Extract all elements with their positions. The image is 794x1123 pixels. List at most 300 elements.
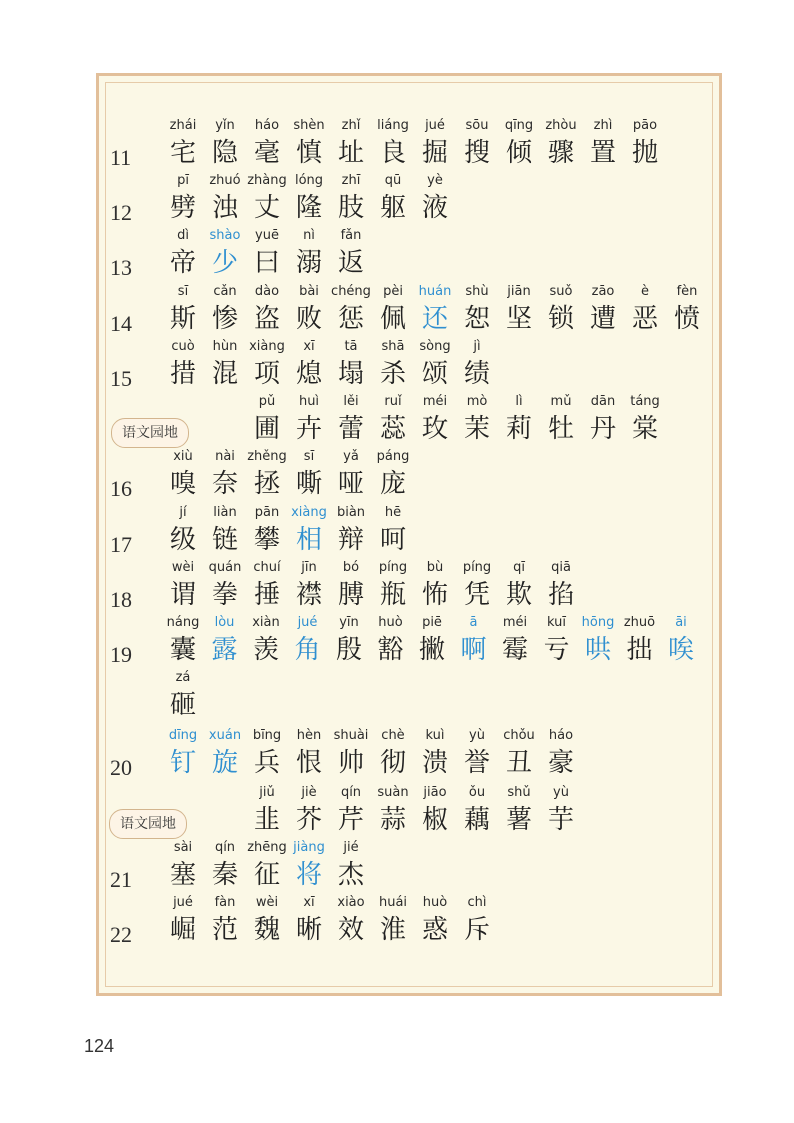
pinyin: āi (675, 615, 687, 630)
character-cell (330, 503, 372, 557)
pinyin: pāo (632, 118, 658, 133)
hanzi: 恕 (463, 304, 490, 334)
hanzi: 薯 (505, 805, 532, 835)
character-cell (414, 726, 456, 780)
pinyin: lóng (294, 173, 324, 188)
pinyin: hèn (296, 728, 322, 743)
character-cell (666, 282, 708, 336)
vocab-row-16 (99, 447, 725, 503)
character-cell (536, 613, 578, 667)
pinyin: liàn (213, 505, 237, 520)
pinyin: è (641, 284, 649, 299)
character-cell (494, 613, 536, 667)
hanzi: 肢 (337, 193, 364, 223)
hanzi: 混 (211, 359, 238, 389)
pinyin: dào (254, 284, 280, 299)
pinyin: huò (422, 895, 448, 910)
pinyin: jiǔ (259, 785, 275, 800)
character-cell (540, 558, 582, 612)
character-cell (498, 558, 540, 612)
pinyin: shèn (293, 118, 325, 133)
pinyin: dān (590, 394, 616, 409)
hanzi: 盗 (253, 304, 280, 334)
character-cell (288, 392, 330, 446)
character-cell (162, 337, 204, 391)
hanzi: 遭 (589, 304, 616, 334)
character-cell (330, 558, 372, 612)
character-cell (162, 558, 204, 612)
lesson-number: 22 (110, 922, 132, 947)
pinyin: xiàng (291, 505, 327, 520)
character-cell (288, 726, 330, 780)
character-cell (162, 226, 204, 280)
pinyin: kuī (547, 615, 566, 630)
pinyin: yù (469, 728, 485, 743)
hanzi: 茉 (463, 414, 490, 444)
pinyin: yè (427, 173, 443, 188)
character-cell (162, 838, 204, 892)
hanzi: 丈 (253, 193, 280, 223)
character-cell (372, 503, 414, 557)
hanzi: 庞 (379, 469, 406, 499)
character-cell (330, 838, 372, 892)
character-cell (288, 558, 330, 612)
hanzi: 捶 (253, 580, 280, 610)
hanzi: 豪 (547, 748, 574, 778)
pinyin: nì (303, 228, 315, 243)
vocab-row-20 (99, 726, 725, 782)
lesson-number: 14 (110, 311, 132, 336)
pinyin: quán (208, 560, 242, 575)
pinyin: dì (177, 228, 189, 243)
character-cell (624, 116, 666, 170)
hanzi: 旋 (211, 748, 238, 778)
pinyin: táng (630, 394, 660, 409)
character-cell (498, 392, 540, 446)
vocab-row-21 (99, 838, 725, 894)
hanzi: 彻 (379, 748, 406, 778)
pinyin: lěi (343, 394, 359, 409)
hanzi: 蕊 (379, 414, 406, 444)
character-cell (246, 503, 288, 557)
hanzi: 措 (169, 359, 196, 389)
pinyin: jué (173, 895, 193, 910)
vocab-row-17 (99, 503, 725, 559)
character-cell (162, 668, 204, 722)
character-cell (540, 726, 582, 780)
pinyin: méi (502, 615, 528, 630)
vocab-row-13 (99, 226, 725, 282)
vocab-row-14 (99, 282, 725, 338)
pinyin: kuì (425, 728, 445, 743)
lesson-number: 21 (110, 867, 132, 892)
character-cell (328, 613, 370, 667)
character-cell (246, 558, 288, 612)
pinyin: qiā (551, 560, 571, 575)
pinyin: háo (548, 728, 574, 743)
pinyin: jīn (301, 560, 317, 575)
pinyin: wèi (171, 560, 195, 575)
pinyin: ǒu (468, 785, 486, 800)
character-cell (204, 447, 246, 501)
character-cell (204, 838, 246, 892)
pinyin: piē (422, 615, 442, 630)
character-cell (372, 171, 414, 225)
pinyin: suǒ (549, 284, 573, 299)
character-cell (619, 613, 661, 667)
character-cell (246, 447, 288, 501)
hanzi: 韭 (253, 805, 280, 835)
pinyin: zhuō (623, 615, 656, 630)
hanzi: 凭 (463, 580, 490, 610)
character-cell (330, 282, 372, 336)
hanzi: 恨 (295, 748, 322, 778)
pinyin: shù (465, 284, 489, 299)
vocab-row-11 (99, 116, 725, 172)
character-cell (456, 726, 498, 780)
character-cell (540, 783, 582, 837)
character-cell (540, 392, 582, 446)
vocabulary-panel (96, 73, 722, 996)
pinyin: huán (418, 284, 452, 299)
hanzi: 牡 (547, 414, 574, 444)
character-cell (372, 282, 414, 336)
hanzi: 斯 (169, 304, 196, 334)
character-cell (204, 893, 246, 947)
hanzi: 囊 (169, 635, 196, 665)
character-cell (330, 893, 372, 947)
pinyin: pèi (383, 284, 403, 299)
hanzi: 棠 (631, 414, 658, 444)
pinyin: fàn (214, 895, 236, 910)
hanzi: 恶 (631, 304, 658, 334)
pinyin: pān (254, 505, 280, 520)
pinyin: bīng (252, 728, 282, 743)
character-cell (582, 116, 624, 170)
pinyin: tā (344, 339, 358, 354)
pinyin: jiān (507, 284, 531, 299)
hanzi: 誉 (463, 748, 490, 778)
pinyin: ā (469, 615, 478, 630)
hanzi: 址 (337, 138, 364, 168)
pinyin: jì (473, 339, 481, 354)
character-cell (624, 392, 666, 446)
hanzi: 圃 (253, 414, 280, 444)
character-cell (330, 171, 372, 225)
pinyin: zāo (591, 284, 615, 299)
pinyin: jié (343, 840, 359, 855)
pinyin: shuài (333, 728, 369, 743)
pinyin: suàn (377, 785, 409, 800)
character-cell (246, 282, 288, 336)
pinyin: zhái (169, 118, 197, 133)
pinyin: chéng (331, 284, 371, 299)
hanzi: 嘶 (295, 469, 322, 499)
character-cell (372, 893, 414, 947)
pinyin: huò (378, 615, 403, 630)
character-cell (372, 558, 414, 612)
pinyin: chǒu (503, 728, 535, 743)
vocab-row-yw2 (99, 783, 725, 839)
character-cell (414, 116, 456, 170)
hanzi: 豁 (377, 635, 404, 665)
character-cell (456, 116, 498, 170)
pinyin: pǔ (258, 394, 276, 409)
character-cell (660, 613, 702, 667)
hanzi: 败 (295, 304, 322, 334)
character-cell (456, 337, 498, 391)
character-cell (414, 783, 456, 837)
character-cell (624, 282, 666, 336)
character-cell (204, 116, 246, 170)
character-cell (577, 613, 619, 667)
character-cell (246, 392, 288, 446)
character-cell (204, 337, 246, 391)
pinyin: páng (376, 449, 410, 464)
hanzi: 攀 (253, 525, 280, 555)
character-cell (288, 447, 330, 501)
pinyin: xī (303, 339, 315, 354)
lesson-number: 11 (110, 145, 132, 170)
pinyin: sī (177, 284, 189, 299)
hanzi: 啊 (460, 635, 487, 665)
hanzi: 毫 (253, 138, 280, 168)
pinyin: shā (381, 339, 405, 354)
character-cell (204, 226, 246, 280)
pinyin: zhēng (247, 840, 287, 855)
pinyin: jiàng (293, 840, 325, 855)
hanzi: 杀 (379, 359, 406, 389)
pinyin: méi (422, 394, 448, 409)
lesson-number: 13 (110, 255, 132, 280)
pinyin: hōng (581, 615, 615, 630)
hanzi: 莉 (505, 414, 532, 444)
hanzi: 羡 (252, 635, 279, 665)
hanzi: 抛 (631, 138, 658, 168)
character-cell (162, 447, 204, 501)
pinyin: dīng (168, 728, 198, 743)
character-cell (372, 337, 414, 391)
lesson-number: 18 (110, 587, 132, 612)
hanzi: 效 (337, 915, 364, 945)
hanzi: 范 (211, 915, 238, 945)
character-cell (246, 337, 288, 391)
character-cell (498, 282, 540, 336)
hanzi: 置 (589, 138, 616, 168)
hanzi: 芹 (337, 805, 364, 835)
pinyin: qín (214, 840, 236, 855)
pinyin: chuí (253, 560, 281, 575)
hanzi: 玫 (421, 414, 448, 444)
hanzi: 角 (294, 635, 321, 665)
hanzi: 呵 (379, 525, 406, 555)
character-cell (456, 783, 498, 837)
hanzi: 晰 (295, 915, 322, 945)
character-cell (162, 282, 204, 336)
character-cell (288, 116, 330, 170)
lesson-number: 16 (110, 476, 132, 501)
character-cell (162, 726, 204, 780)
hanzi: 绩 (463, 359, 490, 389)
hanzi: 溃 (421, 748, 448, 778)
hanzi: 熄 (295, 359, 322, 389)
hanzi: 征 (253, 860, 280, 890)
hanzi: 瓶 (379, 580, 406, 610)
hanzi: 钉 (169, 748, 196, 778)
hanzi: 亏 (543, 635, 570, 665)
pinyin: xiào (337, 895, 365, 910)
character-cell (498, 726, 540, 780)
character-cell (414, 392, 456, 446)
pinyin: yǎ (343, 449, 359, 464)
character-cell (372, 783, 414, 837)
character-cell (204, 558, 246, 612)
hanzi: 宅 (169, 138, 196, 168)
pinyin: fèn (676, 284, 698, 299)
hanzi: 惨 (211, 304, 238, 334)
character-cell (288, 337, 330, 391)
hanzi: 膊 (337, 580, 364, 610)
lesson-number: 20 (110, 755, 132, 780)
character-cell (246, 783, 288, 837)
pinyin: shào (209, 228, 241, 243)
pinyin: jué (425, 118, 445, 133)
character-cell (414, 171, 456, 225)
hanzi: 兵 (253, 748, 280, 778)
hanzi: 将 (295, 860, 322, 890)
character-cell (288, 893, 330, 947)
hanzi: 倾 (505, 138, 532, 168)
hanzi: 曰 (253, 248, 280, 278)
hanzi: 殷 (335, 635, 362, 665)
vocab-row-19 (99, 613, 725, 669)
hanzi: 霉 (501, 635, 528, 665)
vocab-row-yw1 (99, 392, 725, 448)
pinyin: nài (215, 449, 235, 464)
pinyin: zhòu (545, 118, 577, 133)
character-cell (540, 116, 582, 170)
character-cell (414, 893, 456, 947)
pinyin: jí (179, 505, 187, 520)
hanzi: 欺 (505, 580, 532, 610)
hanzi: 蕾 (337, 414, 364, 444)
pinyin: wèi (255, 895, 279, 910)
vocab-row-18 (99, 558, 725, 614)
hanzi: 唉 (667, 635, 694, 665)
hanzi: 返 (337, 248, 364, 278)
character-cell (288, 171, 330, 225)
hanzi: 液 (421, 193, 448, 223)
pinyin: bù (426, 560, 444, 575)
character-cell (330, 783, 372, 837)
hanzi: 相 (295, 525, 322, 555)
character-cell (372, 447, 414, 501)
pinyin: yuē (255, 228, 279, 243)
hanzi: 奈 (211, 469, 238, 499)
character-cell (330, 337, 372, 391)
pinyin: hùn (212, 339, 238, 354)
hanzi: 蒜 (379, 805, 406, 835)
character-cell (162, 893, 204, 947)
pinyin: zhěng (247, 449, 287, 464)
pinyin: zá (175, 670, 191, 685)
character-cell (414, 337, 456, 391)
character-cell (246, 893, 288, 947)
character-cell (456, 282, 498, 336)
hanzi: 劈 (169, 193, 196, 223)
hanzi: 帝 (169, 248, 196, 278)
pinyin: sōu (465, 118, 489, 133)
character-cell (204, 171, 246, 225)
pinyin: lòu (214, 615, 235, 630)
character-cell (582, 282, 624, 336)
pinyin: mò (466, 394, 488, 409)
pinyin: sòng (419, 339, 451, 354)
pinyin: ruǐ (384, 394, 402, 409)
vocab-row-12 (99, 171, 725, 227)
hanzi: 慎 (295, 138, 322, 168)
hanzi: 惩 (337, 304, 364, 334)
pinyin: háo (254, 118, 280, 133)
pinyin: sài (173, 840, 193, 855)
hanzi: 卉 (295, 414, 322, 444)
character-cell (498, 116, 540, 170)
character-cell (372, 392, 414, 446)
hanzi: 佩 (379, 304, 406, 334)
pinyin: xiàng (249, 339, 285, 354)
character-cell (330, 726, 372, 780)
character-cell (287, 613, 329, 667)
character-cell (288, 838, 330, 892)
character-cell (498, 783, 540, 837)
pinyin: jiè (301, 785, 317, 800)
pinyin: xiàn (252, 615, 280, 630)
hanzi: 魏 (253, 915, 280, 945)
hanzi: 隐 (211, 138, 238, 168)
pinyin: bài (299, 284, 319, 299)
hanzi: 浊 (211, 193, 238, 223)
character-cell (204, 503, 246, 557)
hanzi: 愤 (673, 304, 700, 334)
page-number: 124 (84, 1036, 115, 1056)
character-cell (162, 613, 204, 667)
pinyin: cǎn (213, 284, 237, 299)
hanzi: 芋 (547, 805, 574, 835)
hanzi: 拯 (253, 469, 280, 499)
character-cell (372, 116, 414, 170)
lesson-number: 12 (110, 200, 132, 225)
character-cell (245, 613, 287, 667)
pinyin: zhì (593, 118, 613, 133)
pinyin: chì (467, 895, 487, 910)
character-cell (288, 783, 330, 837)
character-cell (204, 282, 246, 336)
pinyin: bó (342, 560, 360, 575)
pinyin: sī (303, 449, 315, 464)
pinyin: xī (303, 895, 315, 910)
character-cell (330, 447, 372, 501)
character-cell (582, 392, 624, 446)
pinyin: huái (378, 895, 408, 910)
character-cell (246, 226, 288, 280)
hanzi: 坚 (505, 304, 532, 334)
hanzi: 拙 (626, 635, 653, 665)
hanzi: 斥 (463, 915, 490, 945)
character-cell (246, 838, 288, 892)
hanzi: 谓 (169, 580, 196, 610)
character-cell (330, 226, 372, 280)
character-cell (246, 171, 288, 225)
